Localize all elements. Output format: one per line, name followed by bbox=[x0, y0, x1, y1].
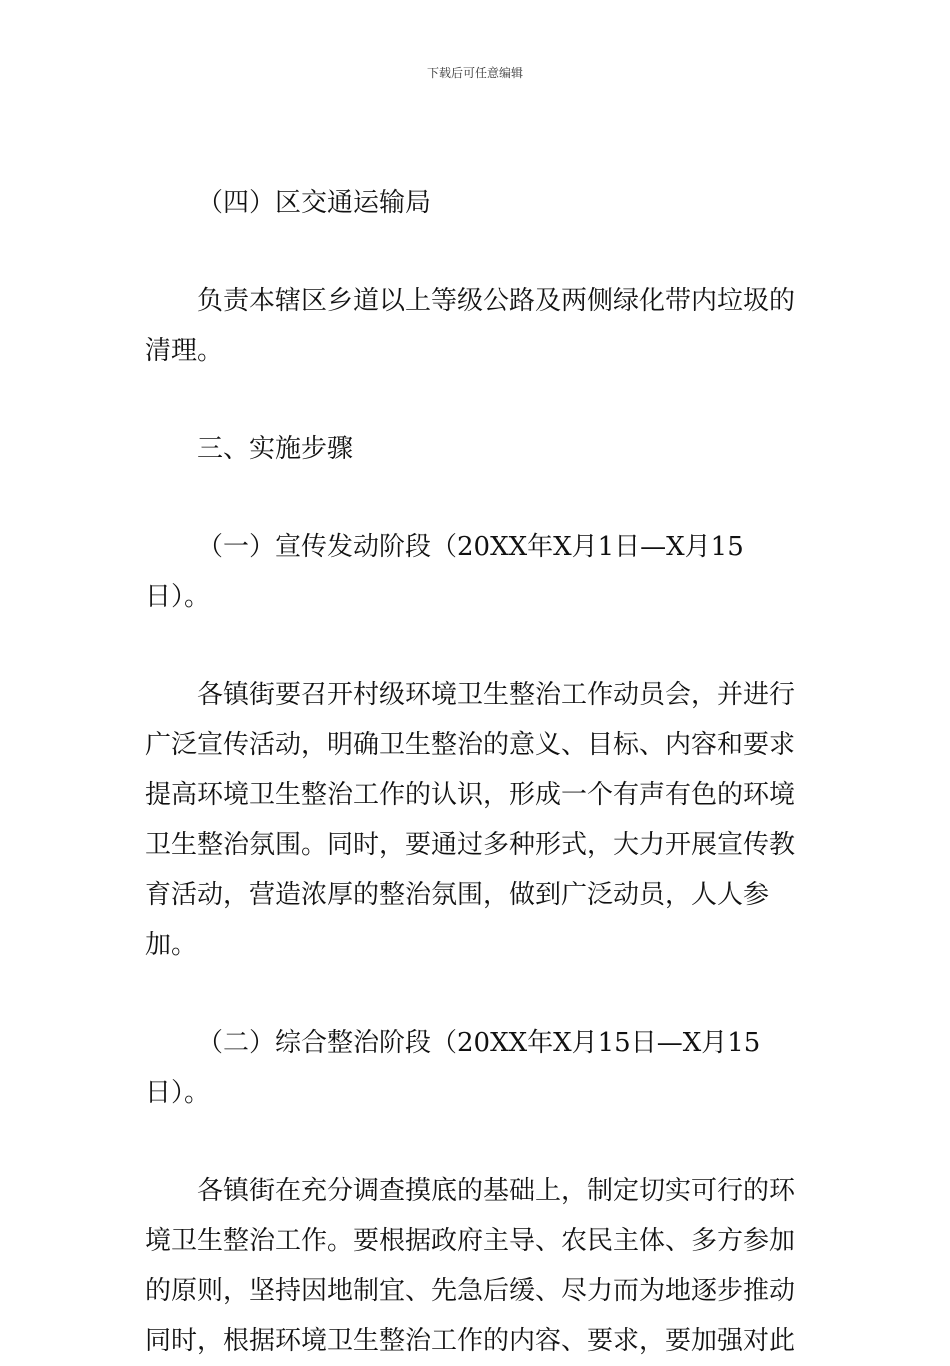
document-body bbox=[145, 178, 807, 1366]
subheading-comprehensive-stage: （二）综合整治阶段（20XX年X月15日—X月15日）。 bbox=[145, 1028, 761, 1108]
paragraph-publicity-stage: 各镇街要召开村级环境卫生整治工作动员会，并进行广泛宣传活动，明确卫生整治的意义、目标、内容和要求提高环境卫生整治工作的认识，形成一个有声有色的环境卫生整治氛围。同时，要通过多种形式，大力开展宣传教育活动，营造浓厚的整治氛围，做到广泛动员，人人参加。 bbox=[145, 680, 796, 960]
paragraph-comprehensive-stage: 各镇街在充分调查摸底的基础上，制定切实可行的环境卫生整治工作。要根据政府主导、农民主体、多方参加的原则，坚持因地制宜、先急后缓、尽力而为地逐步推动同时，根据环境卫生整治工作的内容、要求，要加强对此 bbox=[145, 1176, 796, 1356]
section-heading-transport-bureau: （四）区交通运输局 bbox=[197, 188, 432, 218]
paragraph-transport-duty: 负责本辖区乡道以上等级公路及两侧绿化带内垃圾的清理。 bbox=[145, 286, 796, 366]
section-heading-implementation-steps: 三、实施步骤 bbox=[197, 434, 354, 464]
subheading-publicity-stage: （一）宣传发动阶段（20XX年X月1日—X月15日）。 bbox=[145, 532, 744, 612]
page-header-note: 下载后可任意编辑 bbox=[426, 66, 523, 80]
